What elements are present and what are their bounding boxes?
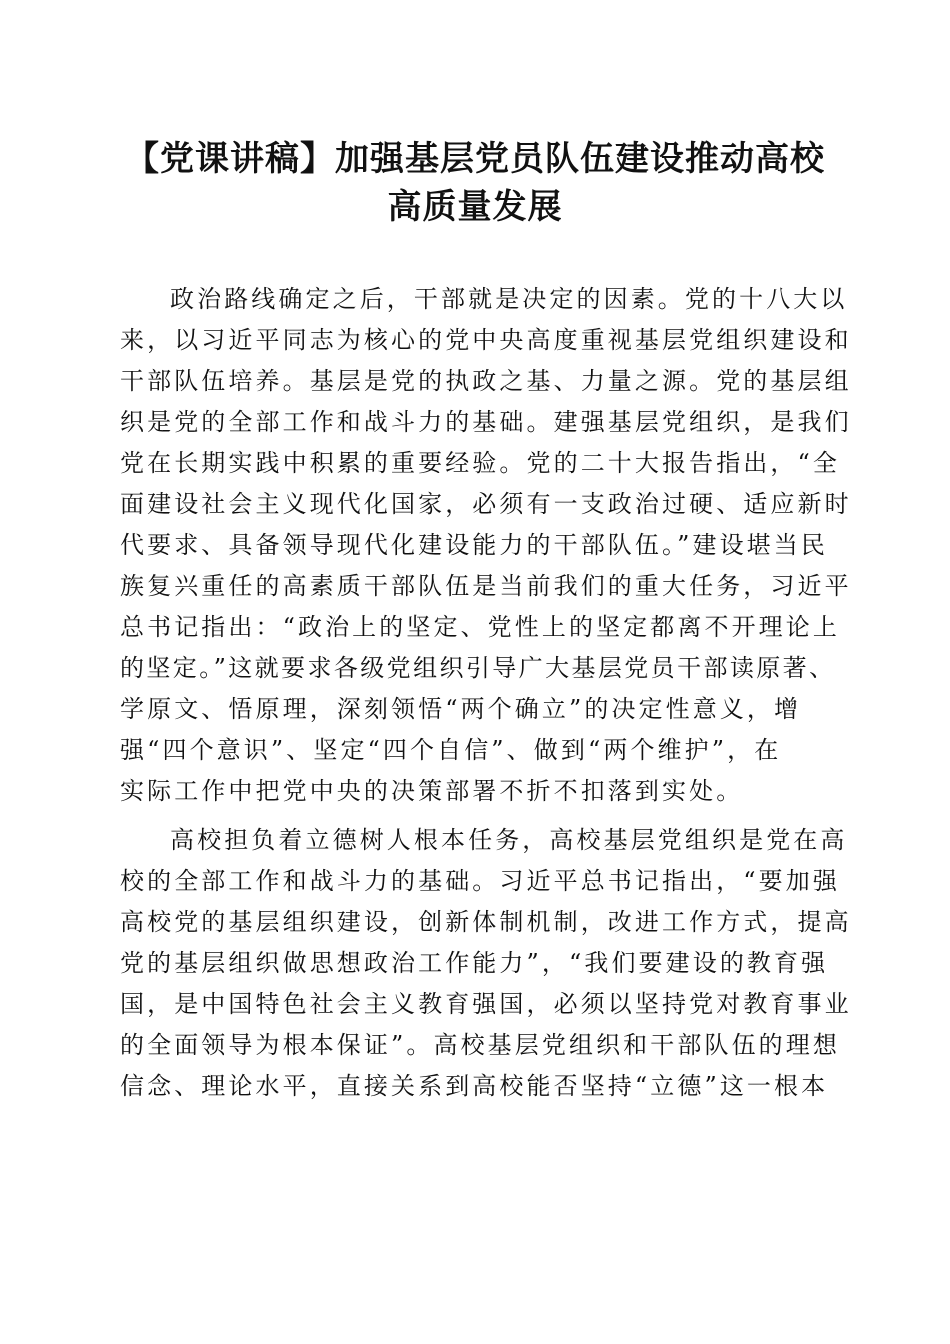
paragraph-1-line-4: 织是党的全部工作和战斗力的基础。建强基层党组织，是我们 xyxy=(120,408,852,436)
paragraph-1-line-5: 党在长期实践中积累的重要经验。党的二十大报告指出，“全 xyxy=(120,449,840,477)
paragraph-1-line-6: 面建设社会主义现代化国家，必须有一支政治过硬、适应新时 xyxy=(120,490,852,518)
paragraph-1-line-8: 族复兴重任的高素质干部队伍是当前我们的重大任务，习近平 xyxy=(120,572,852,600)
paragraph-1-line-12: 强“四个意识”、坚定“四个自信”、做到“两个维护”，在 xyxy=(120,736,782,764)
paragraph-1-line-13: 实际工作中把党中央的决策部署不折不扣落到实处。 xyxy=(120,777,744,805)
paragraph-2-line-7: 信念、理论水平，直接关系到高校能否坚持“立德”这一根本 xyxy=(120,1072,829,1100)
paragraph-2-line-5: 国，是中国特色社会主义教育强国，必须以坚持党对教育事业 xyxy=(120,990,852,1018)
paragraph-2-line-1: 高校担负着立德树人根本任务，高校基层党组织是党在高 xyxy=(170,826,848,854)
paragraph-1-line-10: 的坚定。”这就要求各级党组织引导广大基层党员干部读原著、 xyxy=(120,654,836,682)
paragraph-2-line-2: 校的全部工作和战斗力的基础。习近平总书记指出，“要加强 xyxy=(120,867,840,895)
paragraph-2-line-3: 高校党的基层组织建设，创新体制机制，改进工作方式，提高 xyxy=(120,908,852,936)
paragraph-1-line-2: 来，以习近平同志为核心的党中央高度重视基层党组织建设和 xyxy=(120,326,852,354)
paragraph-1-line-7: 代要求、具备领导现代化建设能力的干部队伍。”建设堪当民 xyxy=(120,531,828,559)
document-title-line-1: 【党课讲稿】加强基层党员队伍建设推动高校 xyxy=(125,139,825,179)
paragraph-2-line-4: 党的基层组织做思想政治工作能力”，“我们要建设的教育强 xyxy=(120,949,829,977)
paragraph-2-line-6: 的全面领导为根本保证”。高校基层党组织和干部队伍的理想 xyxy=(120,1031,840,1059)
paragraph-1-line-3: 干部队伍培养。基层是党的执政之基、力量之源。党的基层组 xyxy=(120,367,852,395)
paragraph-1-line-1: 政治路线确定之后，干部就是决定的因素。党的十八大以 xyxy=(170,285,848,313)
paragraph-1-line-11: 学原文、悟原理，深刻领悟“两个确立”的决定性意义，增 xyxy=(120,695,802,723)
document-title-line-2: 高质量发展 xyxy=(387,187,563,227)
paragraph-1-line-9: 总书记指出：“政治上的坚定、党性上的坚定都离不开理论上 xyxy=(120,613,840,641)
